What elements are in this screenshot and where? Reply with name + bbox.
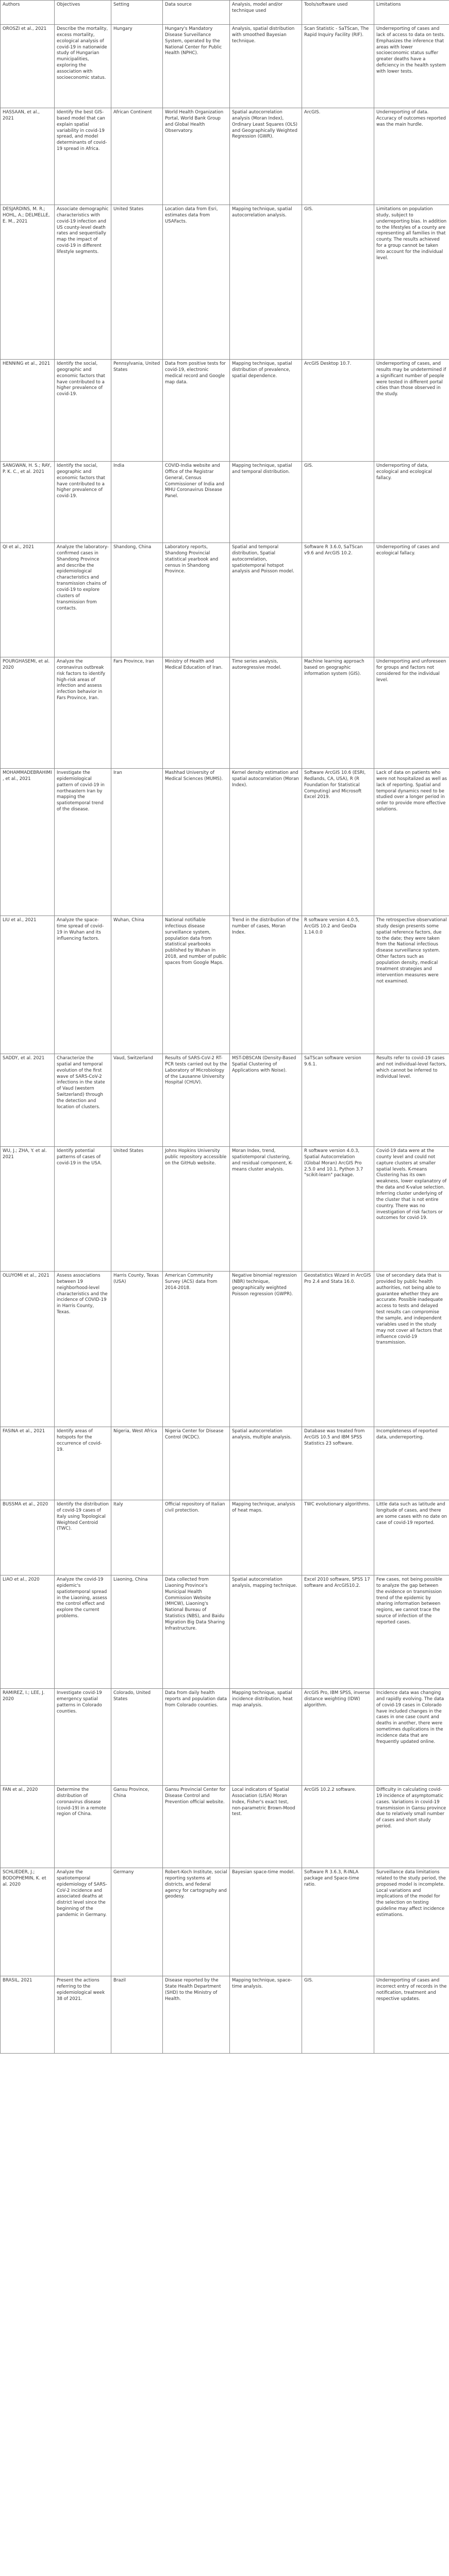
- limitations-cell: Results refer to covid-19 cases and not individual-level factors, which cannot be inferred to individual level.: [374, 1054, 449, 1147]
- tools-cell: R software version 4.0.3, Spatial Autocorrelation (Global Moran) ArcGIS Pro 2.5.0 and 10.1, Python 3.7 "scikit-learn" package.: [302, 1147, 374, 1272]
- setting-cell: Nigeria, West Africa: [111, 1427, 163, 1500]
- table-row: [1, 360, 449, 462]
- authors-cell: SADDY, et al. 2021: [1, 1054, 55, 1147]
- table-row: [1, 543, 449, 657]
- table-row: [1, 205, 449, 360]
- analysis-cell: Mapping technique, spatial distribution of prevalence, spatial dependence.: [230, 360, 302, 462]
- objectives-cell: Associate demographic characteristics with covid-19 infection and US county-level death rates and sequentially map the impact of covid-19 in different lifestyle segments.: [55, 205, 111, 360]
- setting-cell: Colorado, United States: [111, 1689, 163, 1786]
- limitations-cell: Underreporting of data, ecological and ecological fallacy.: [374, 462, 449, 543]
- header-data-source: Data source: [163, 1, 230, 25]
- setting-cell: Italy: [111, 1500, 163, 1575]
- data-source-cell: Mashhad University of Medical Sciences (MUMS).: [163, 769, 230, 916]
- header-setting: Setting: [111, 1, 163, 25]
- authors-cell: OLUYOMI et al., 2021: [1, 1272, 55, 1427]
- analysis-cell: Time series analysis, autoregressive model.: [230, 657, 302, 769]
- objectives-cell: Analyze the covid-19 epidemic's spatiotemporal spread in the Liaoning, assess the control effect and explore the current problems.: [55, 1575, 111, 1689]
- limitations-cell: Use of secondary data that is provided by public health authorities, not being able to guarantee whether they are accurate. Possible inadequate access to tests and delayed test results can compromise the sample, and independent variables used in the study may not cover all factors that influence covid-19 transmission.: [374, 1272, 449, 1427]
- limitations-cell: Lack of data on patients who were not hospitalized as well as lack of reporting. Spatial and temporal dynamics need to be studied over a longer period in order to provide more effective solutions.: [374, 769, 449, 916]
- objectives-cell: Investigate covid-19 emergency spatial patterns in Colorado counties.: [55, 1689, 111, 1786]
- tools-cell: Geostatistics Wizard in ArcGIS Pro 2.4 and Stata 16.0.: [302, 1272, 374, 1427]
- table-row: [1, 1500, 449, 1575]
- setting-cell: Vaud, Switzerland: [111, 1054, 163, 1147]
- objectives-cell: Analyze the spatiotemporal epidemiology of SARS-CoV-2 incidence and associated deaths at district level since the beginning of the pandemic in Germany.: [55, 1868, 111, 1976]
- authors-cell: FASINA et al., 2021: [1, 1427, 55, 1500]
- objectives-cell: Identify potential patterns of cases of covid-19 in the USA.: [55, 1147, 111, 1272]
- setting-cell: Gansu Province, China: [111, 1786, 163, 1868]
- limitations-cell: Underreporting of cases and incorrect entry of records in the notification, treatment and respective updates.: [374, 1976, 449, 2054]
- limitations-cell: Incompleteness of reported data, underreporting.: [374, 1427, 449, 1500]
- tools-cell: ArcGIS Pro, IBM SPSS, inverse distance weighting (IDW) algorithm.: [302, 1689, 374, 1786]
- header-row: [1, 1, 449, 25]
- objectives-cell: Describe the mortality, excess mortality, ecological analysis of covid-19 in nationwide study of Hungarian municipalities, exploring the association with socioeconomic status.: [55, 25, 111, 108]
- setting-cell: Wuhan, China: [111, 916, 163, 1054]
- tools-cell: Software R 3.6.3, R-INLA package and Space-time ratio.: [302, 1868, 374, 1976]
- table-row: [1, 1575, 449, 1689]
- header-analysis: Analysis, model and/or technique used: [230, 1, 302, 25]
- data-source-cell: Gansu Provincial Center for Disease Control and Prevention official website.: [163, 1786, 230, 1868]
- tools-cell: Database was treated from ArcGIS 10.5 and IBM SPSS Statistics 23 software.: [302, 1427, 374, 1500]
- data-source-cell: Results of SARS-CoV-2 RT-PCR tests carried out by the Laboratory of Microbiology of the Lausanne University Hospital (CHUV).: [163, 1054, 230, 1147]
- table-row: [1, 108, 449, 205]
- analysis-cell: Analysis, spatial distribution with smoothed Bayesian technique.: [230, 25, 302, 108]
- objectives-cell: Assess associations between 19 neighborhood-level characteristics and the incidence of COVID-19 in Harris County, Texas.: [55, 1272, 111, 1427]
- setting-cell: Liaoning, China: [111, 1575, 163, 1689]
- setting-cell: United States: [111, 1147, 163, 1272]
- authors-cell: QI et al., 2021: [1, 543, 55, 657]
- setting-cell: African Continent: [111, 108, 163, 205]
- data-source-cell: Johns Hopkins University public repository accessible on the GitHub website.: [163, 1147, 230, 1272]
- table-row: [1, 1272, 449, 1427]
- data-source-cell: COVID-India website and Office of the Registrar General, Census Commissioner of India and MHU Coronavirus Disease Panel.: [163, 462, 230, 543]
- authors-cell: MOHAMMADEBRAHIMI, et al., 2021: [1, 769, 55, 916]
- tools-cell: Software ArcGIS 10.6 (ESRI, Redlands, CA, USA), R (R Foundation for Statistical Computing) and Microsoft Excel 2019.: [302, 769, 374, 916]
- objectives-cell: Identify the social, geographic and economic factors that have contributed to a higher prevalence of covid-19.: [55, 462, 111, 543]
- authors-cell: POURGHASEMI, et al. 2020: [1, 657, 55, 769]
- setting-cell: Hungary: [111, 25, 163, 108]
- table-body: [1, 25, 449, 2054]
- table-row: [1, 1427, 449, 1500]
- limitations-cell: Surveillance data limitations related to the study period, the proposed model is incomplete. Local variations and implications of the model for the selection on testing guideline may affect incidence estimations.: [374, 1868, 449, 1976]
- tools-cell: TWC evolutionary algorithms.: [302, 1500, 374, 1575]
- objectives-cell: Present the actions referring to the epidemiological week 38 of 2021.: [55, 1976, 111, 2054]
- objectives-cell: Characterize the spatial and temporal evolution of the first wave of SARS-CoV-2 infections in the state of Vaud (western Switzerland) through the detection and location of clusters.: [55, 1054, 111, 1147]
- limitations-cell: Little data such as latitude and longitude of cases, and there are some cases with no date on case of covid-19 reported.: [374, 1500, 449, 1575]
- data-source-cell: World Health Organization Portal, World Bank Group and Global Health Observatory.: [163, 108, 230, 205]
- analysis-cell: Bayesian space-time model.: [230, 1868, 302, 1976]
- header-authors: Authors: [1, 1, 55, 25]
- limitations-cell: Underreporting of cases and lack of access to data on tests. Emphasizes the inference that areas with lower socioeconomic status suffer greater deaths have a deficiency in the health system with lower tests.: [374, 25, 449, 108]
- authors-cell: BUSSMA et al., 2020: [1, 1500, 55, 1575]
- objectives-cell: Investigate the epidemiological pattern of covid-19 in northeastern Iran by mapping the spatiotemporal trend of the disease.: [55, 769, 111, 916]
- analysis-cell: Spatial autocorrelation analysis, mapping technique.: [230, 1575, 302, 1689]
- tools-cell: Excel 2010 software, SPSS 17 software and ArcGIS10.2.: [302, 1575, 374, 1689]
- table-row: [1, 916, 449, 1054]
- tools-cell: R software version 4.0.5, ArcGIS 10.2 and GeoDa 1.14.0.0: [302, 916, 374, 1054]
- analysis-cell: Mapping technique, spatial autocorrelation analysis.: [230, 205, 302, 360]
- data-source-cell: Ministry of Health and Medical Education of Iran.: [163, 657, 230, 769]
- objectives-cell: Determine the distribution of coronavirus disease (covid-19) in a remote region of China.: [55, 1786, 111, 1868]
- table-row: [1, 1976, 449, 2054]
- analysis-cell: Mapping technique, analysis of heat maps.: [230, 1500, 302, 1575]
- limitations-cell: Underreporting of data. Accuracy of outcomes reported was the main hurdle.: [374, 108, 449, 205]
- data-source-cell: American Community Survey (ACS) data from 2014-2018.: [163, 1272, 230, 1427]
- table-row: [1, 1868, 449, 1976]
- data-source-cell: Nigeria Center for Disease Control (NCDC).: [163, 1427, 230, 1500]
- analysis-cell: Spatial autocorrelation analysis (Moran Index), Ordinary Least Squares (OLS) and Geographically Weighted Regression (GWR).: [230, 108, 302, 205]
- analysis-cell: MST-DBSCAN (Density-Based Spatial Clustering of Applications with Noise).: [230, 1054, 302, 1147]
- objectives-cell: Analyze the laboratory-confirmed cases in Shandong Province and describe the epidemiological characteristics and transmission chains of covid-19 to explore clusters of transmission from contacts.: [55, 543, 111, 657]
- tools-cell: Scan Statistic - SaTScan, The Rapid Inquiry Facility (RIF).: [302, 25, 374, 108]
- table-row: [1, 25, 449, 108]
- tools-cell: Machine learning approach based on geographic information system (GIS).: [302, 657, 374, 769]
- authors-cell: RAMIREZ, I.; LEE, J. 2020: [1, 1689, 55, 1786]
- analysis-cell: Mapping technique, space-time analysis.: [230, 1976, 302, 2054]
- data-source-cell: Hungary's Mandatory Disease Surveillance System, operated by the National Center for Public Health (NPHC).: [163, 25, 230, 108]
- analysis-cell: Kernel density estimation and spatial autocorrelation (Moran Index).: [230, 769, 302, 916]
- objectives-cell: Analyze the coronavirus outbreak risk factors to identify high-risk areas of infection and assess infection behavior in Fars Province, Iran.: [55, 657, 111, 769]
- analysis-cell: Negative binomial regression (NBR) technique, geographically weighted Poisson regression (GWPR).: [230, 1272, 302, 1427]
- analysis-cell: Spatial autocorrelation analysis, multiple analysis.: [230, 1427, 302, 1500]
- limitations-cell: Limitations on population study, subject to underreporting bias. In addition to the lifestyles of a county are representing all families in that county. The results achieved for a group cannot be taken into account for the individual level.: [374, 205, 449, 360]
- table-row: [1, 657, 449, 769]
- header-limitations: Limitations: [374, 1, 449, 25]
- limitations-cell: Incidence data was changing and rapidly evolving. The data of covid-19 cases in Colorado have included changes in the cases in one case count and deaths in another, there were sometimes duplications in the incidence data that are frequently updated online.: [374, 1689, 449, 1786]
- limitations-cell: The retrospective observational study design presents some spatial reference factors, due to the date; they were taken from the National infectious disease surveillance system. Other factors such as population density, medical treatment strategies and intervention measures were not examined.: [374, 916, 449, 1054]
- data-source-cell: Data from daily health reports and population data from Colorado counties.: [163, 1689, 230, 1786]
- data-source-cell: Data collected from Liaoning Province's Municipal Health Commission Website (MHCW), Liaoning's National Bureau of Statistics (NBS), and Baidu Migration Big Data Sharing Infrastructure.: [163, 1575, 230, 1689]
- table-row: [1, 1689, 449, 1786]
- authors-cell: SCHLIEDER, J.; BODOPHEMIN, K. et al. 2020: [1, 1868, 55, 1976]
- objectives-cell: Identify the best GIS-based model that can explain spatial variability in covid-19 spread, and model determinants of covid-19 spread in Africa.: [55, 108, 111, 205]
- data-source-cell: National notifiable infectious disease surveillance system, population data from statistical yearbooks published by Wuhan in 2018, and number of public spaces from Google Maps.: [163, 916, 230, 1054]
- setting-cell: India: [111, 462, 163, 543]
- data-source-cell: Data from positive tests for covid-19, electronic medical record and Google map data.: [163, 360, 230, 462]
- limitations-cell: Underreporting and unforeseen for groups and factors not considered for the individual level.: [374, 657, 449, 769]
- tools-cell: GIS.: [302, 462, 374, 543]
- setting-cell: Germany: [111, 1868, 163, 1976]
- data-source-cell: Disease reported by the State Health Department (SHD) to the Ministry of Health.: [163, 1976, 230, 2054]
- setting-cell: Harris County, Texas (USA): [111, 1272, 163, 1427]
- tools-cell: ArcGIS.: [302, 108, 374, 205]
- analysis-cell: Moran Index, trend, spatiotemporal clustering, and residual component, K-means cluster analysis.: [230, 1147, 302, 1272]
- limitations-cell: Few cases, not being possible to analyze the gap between the evidence on transmission trend of the epidemic by sharing information between regions, we cannot trace the source of infection of the reported cases.: [374, 1575, 449, 1689]
- authors-cell: OROSZI et al., 2021: [1, 25, 55, 108]
- analysis-cell: Spatial and temporal distribution, Spatial autocorrelation, spatiotemporal hotspot analysis and Poisson model.: [230, 543, 302, 657]
- authors-cell: DESJARDINS, M. R.; HOHL, A.; DELMELLE, E. M., 2021: [1, 205, 55, 360]
- limitations-cell: Difficulty in calculating covid-19 incidence of asymptomatic cases. Variations in covid-19 transmission in Gansu province due to relatively small number of cases and short study period.: [374, 1786, 449, 1868]
- limitations-cell: Underreporting of cases, and results may be undetermined if a significant number of people were tested in different portal cities than those observed in the study.: [374, 360, 449, 462]
- tools-cell: GIS.: [302, 1976, 374, 2054]
- table-row: [1, 1054, 449, 1147]
- setting-cell: Pennsylvania, United States: [111, 360, 163, 462]
- limitations-cell: Underreporting of cases and ecological fallacy.: [374, 543, 449, 657]
- table-row: [1, 462, 449, 543]
- table-row: [1, 769, 449, 916]
- tools-cell: ArcGIS 10.2.2 software.: [302, 1786, 374, 1868]
- data-source-cell: Robert-Koch Institute, social reporting systems at districts, and federal agency for cartography and geodesy.: [163, 1868, 230, 1976]
- authors-cell: BRASIL, 2021: [1, 1976, 55, 2054]
- analysis-cell: Local indicators of Spatial Association (LISA) Moran Index, Fisher's exact test, non-parametric Brown-Mood test.: [230, 1786, 302, 1868]
- authors-cell: LIAO et al., 2020: [1, 1575, 55, 1689]
- tools-cell: GIS.: [302, 205, 374, 360]
- analysis-cell: Mapping technique, spatial incidence distribution, heat map analysis.: [230, 1689, 302, 1786]
- limitations-cell: Covid-19 data were at the county level and could not capture clusters at smaller spatial levels. K-means Clustering has its own weakness, lower explanatory of the data and K-value selection. Inferring cluster underlying of the cluster that is not entire country. There was no investigation of risk factors or outcomes for covid-19.: [374, 1147, 449, 1272]
- authors-cell: FAN et al., 2020: [1, 1786, 55, 1868]
- objectives-cell: Identify the distribution of covid-19 cases of Italy using Topological Weighted Centroid (TWC).: [55, 1500, 111, 1575]
- header-tools: Tools/software used: [302, 1, 374, 25]
- setting-cell: Shandong, China: [111, 543, 163, 657]
- analysis-cell: Mapping technique, spatial and temporal distribution.: [230, 462, 302, 543]
- table-header: [1, 1, 449, 25]
- data-source-cell: Laboratory reports, Shandong Provincial statistical yearbook and census in Shandong Province.: [163, 543, 230, 657]
- tools-cell: Software R 3.6.0, SaTScan v9.6 and ArcGIS 10.2.: [302, 543, 374, 657]
- authors-cell: WU, J.; ZHA, Y. et al. 2021: [1, 1147, 55, 1272]
- setting-cell: Brazil: [111, 1976, 163, 2054]
- setting-cell: United States: [111, 205, 163, 360]
- authors-cell: HENNING et al., 2021: [1, 360, 55, 462]
- table-row: [1, 1786, 449, 1868]
- setting-cell: Fars Province, Iran: [111, 657, 163, 769]
- objectives-cell: Analyze the space-time spread of covid-19 in Wuhan and its influencing factors.: [55, 916, 111, 1054]
- objectives-cell: Identify the social, geographic and economic factors that have contributed to a higher prevalence of covid-19.: [55, 360, 111, 462]
- header-objectives: Objectives: [55, 1, 111, 25]
- tools-cell: ArcGIS Desktop 10.7.: [302, 360, 374, 462]
- analysis-cell: Trend in the distribution of the number of cases, Moran Index.: [230, 916, 302, 1054]
- tools-cell: SaTScan software version 9.6.1.: [302, 1054, 374, 1147]
- data-source-cell: Location data from Esri, estimates data from USAFacts.: [163, 205, 230, 360]
- authors-cell: HASSAAN, et al., 2021: [1, 108, 55, 205]
- table-row: [1, 1147, 449, 1272]
- authors-cell: LIU et al., 2021: [1, 916, 55, 1054]
- authors-cell: SANGWAN, H. S.; RAY, P. K. C., et al. 2021: [1, 462, 55, 543]
- setting-cell: Iran: [111, 769, 163, 916]
- objectives-cell: Identify areas of hotspots for the occurrence of covid-19.: [55, 1427, 111, 1500]
- data-source-cell: Official repository of Italian civil protection.: [163, 1500, 230, 1575]
